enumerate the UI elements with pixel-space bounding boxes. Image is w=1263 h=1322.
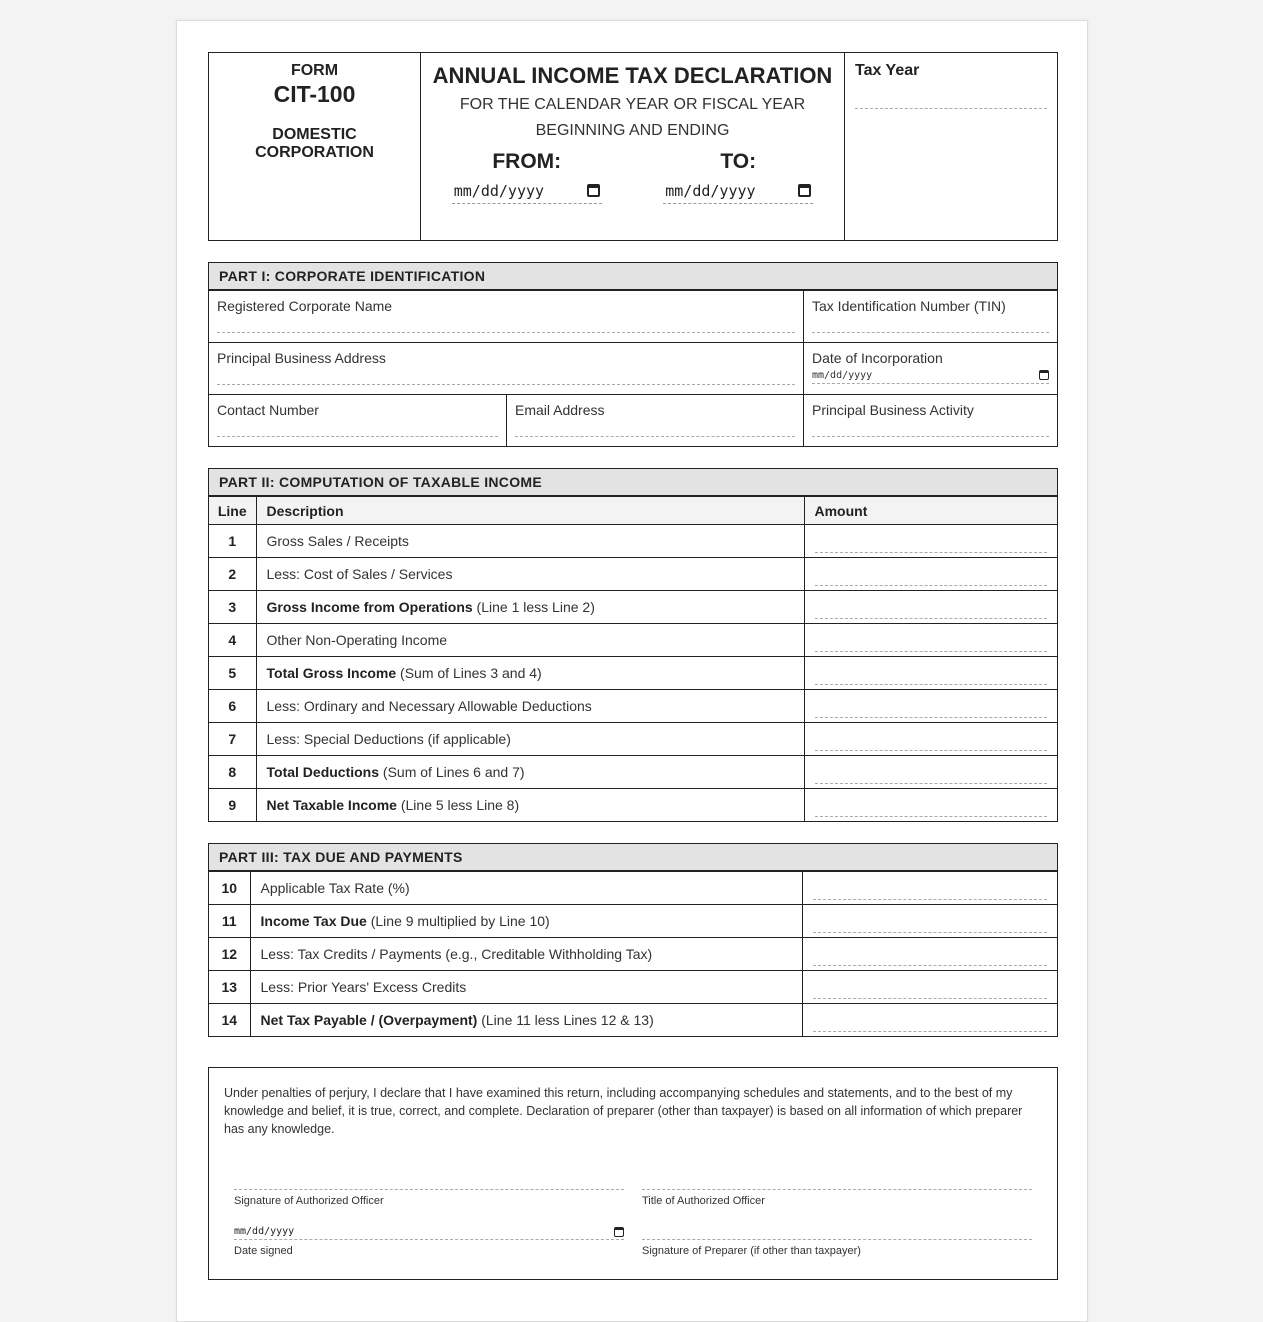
activity-input[interactable] [812, 420, 1049, 437]
table-row [209, 872, 1057, 905]
amount-cell [804, 690, 1057, 723]
line-description-text: Gross Sales / Receipts [266, 533, 409, 549]
line-description [250, 872, 802, 905]
tax-table [209, 872, 1057, 1036]
line-description-emphasis: Net Taxable Income [266, 797, 397, 813]
amount-input[interactable] [815, 769, 1048, 784]
tin-label: Tax Identification Number (TIN) [812, 298, 1006, 314]
calendar-icon[interactable] [798, 184, 811, 197]
line-number: 14 [209, 1004, 250, 1037]
part2-section [208, 468, 1058, 822]
address-cell [209, 343, 803, 394]
amount-cell [804, 525, 1057, 558]
calendar-icon[interactable] [614, 1227, 624, 1237]
officer-signature [234, 1179, 624, 1207]
signature-row [224, 1179, 1042, 1207]
table-row [209, 756, 1057, 789]
contact-cell [209, 395, 506, 446]
amount-cell [804, 624, 1057, 657]
preparer-signature [642, 1224, 1032, 1257]
preparer-signature-input[interactable] [642, 1224, 1032, 1240]
col-amount-header: Amount [804, 497, 1057, 525]
amount-cell [802, 971, 1057, 1004]
line-description-text: (Line 1 less Line 2) [472, 599, 595, 615]
line-description-text: Less: Tax Credits / Payments (e.g., Creditable Withholding Tax) [260, 946, 653, 962]
line-number: 7 [209, 723, 256, 756]
date-signed-input[interactable] [234, 1224, 624, 1240]
amount-input[interactable] [815, 604, 1048, 619]
amount-input[interactable] [815, 538, 1048, 553]
form-id-block [209, 53, 421, 240]
officer-title-input[interactable] [642, 1179, 1032, 1190]
line-description [256, 657, 804, 690]
line-description [256, 558, 804, 591]
table-header-row [209, 497, 1057, 525]
amount-input[interactable] [815, 802, 1048, 817]
line-description [256, 756, 804, 789]
table-row [209, 971, 1057, 1004]
part3-title: PART III: TAX DUE AND PAYMENTS [209, 844, 1057, 872]
line-description [256, 723, 804, 756]
table-row [209, 624, 1057, 657]
line-number: 12 [209, 938, 250, 971]
line-description-text: (Sum of Lines 3 and 4) [396, 665, 542, 681]
line-description [256, 624, 804, 657]
line-description [250, 971, 802, 1004]
form-inner [208, 52, 1058, 1280]
line-description-emphasis: Total Gross Income [266, 665, 397, 681]
line-number: 1 [209, 525, 256, 558]
line-number: 5 [209, 657, 256, 690]
amount-cell [804, 591, 1057, 624]
amount-cell [802, 1004, 1057, 1037]
line-description-text: Less: Ordinary and Necessary Allowable Deductions [266, 698, 592, 714]
declaration-box [208, 1067, 1058, 1280]
col-description-header: Description [256, 497, 804, 525]
table-row [209, 525, 1057, 558]
line-description-text: Less: Prior Years' Excess Credits [260, 979, 467, 995]
amount-input[interactable] [813, 984, 1048, 999]
part1-section [208, 262, 1058, 447]
amount-cell [804, 789, 1057, 822]
line-description [256, 525, 804, 558]
amount-input[interactable] [815, 703, 1048, 718]
form-label: FORM [290, 62, 339, 79]
period-from [452, 151, 602, 204]
line-number: 2 [209, 558, 256, 591]
to-label: TO: [720, 150, 757, 173]
amount-cell [804, 756, 1057, 789]
period-range [421, 151, 844, 204]
line-number: 3 [209, 591, 256, 624]
amount-input[interactable] [813, 1017, 1048, 1032]
incorporation-label: Date of Incorporation [812, 350, 943, 366]
form-number: CIT-100 [273, 81, 356, 107]
table-row [209, 657, 1057, 690]
line-number: 13 [209, 971, 250, 1004]
incorporation-placeholder: mm/dd/yyyy [812, 369, 873, 381]
registered-name-cell [209, 291, 803, 342]
part2-title: PART II: COMPUTATION OF TAXABLE INCOME [209, 469, 1057, 497]
line-number: 6 [209, 690, 256, 723]
line-description-text: Less: Special Deductions (if applicable) [266, 731, 511, 747]
incorporation-date-input[interactable] [812, 367, 1049, 384]
table-row [209, 905, 1057, 938]
line-description [250, 1004, 802, 1037]
officer-signature-input[interactable] [234, 1179, 624, 1190]
officer-title [642, 1179, 1032, 1207]
contact-input[interactable] [217, 420, 498, 437]
date-signed-caption: Date signed [234, 1245, 293, 1257]
activity-label: Principal Business Activity [812, 402, 974, 418]
line-description-text: Less: Cost of Sales / Services [266, 566, 453, 582]
line-number: 4 [209, 624, 256, 657]
from-date-input[interactable] [452, 178, 602, 204]
line-number: 9 [209, 789, 256, 822]
form-type: DOMESTIC CORPORATION [255, 126, 374, 161]
line-number: 8 [209, 756, 256, 789]
address-label: Principal Business Address [217, 350, 386, 366]
form-title: ANNUAL INCOME TAX DECLARATION [432, 63, 833, 88]
email-input[interactable] [515, 420, 795, 437]
line-description-text: Other Non-Operating Income [266, 632, 448, 648]
amount-cell [802, 905, 1057, 938]
line-number: 11 [209, 905, 250, 938]
table-row [209, 789, 1057, 822]
officer-title-caption: Title of Authorized Officer [642, 1195, 765, 1207]
amount-cell [804, 657, 1057, 690]
amount-cell [802, 872, 1057, 905]
tin-input[interactable] [812, 316, 1049, 333]
line-description-text: Applicable Tax Rate (%) [260, 880, 410, 896]
date-signed [234, 1224, 624, 1257]
line-description [256, 591, 804, 624]
registered-name-label: Registered Corporate Name [217, 298, 393, 314]
amount-cell [804, 723, 1057, 756]
registered-name-input[interactable] [217, 316, 795, 333]
line-description-text: (Sum of Lines 6 and 7) [379, 764, 525, 780]
line-description-emphasis: Income Tax Due [260, 913, 367, 929]
part1-row [209, 291, 1057, 342]
line-description-emphasis: Net Tax Payable / (Overpayment) [260, 1012, 478, 1028]
form-header [208, 52, 1058, 241]
table-row [209, 690, 1057, 723]
signature-row [224, 1224, 1042, 1257]
amount-input[interactable] [815, 736, 1048, 751]
col-line-header: Line [209, 497, 256, 525]
calendar-icon[interactable] [587, 184, 600, 197]
line-description-text: (Line 5 less Line 8) [396, 797, 520, 813]
to-date-input[interactable] [663, 178, 813, 204]
form-page [176, 20, 1088, 1322]
amount-input[interactable] [813, 885, 1048, 900]
table-row [209, 938, 1057, 971]
amount-cell [802, 938, 1057, 971]
amount-input[interactable] [815, 637, 1048, 652]
line-description-emphasis: Gross Income from Operations [266, 599, 473, 615]
part1-title: PART I: CORPORATE IDENTIFICATION [209, 263, 1057, 291]
activity-cell [803, 395, 1057, 446]
tin-cell [803, 291, 1057, 342]
email-label: Email Address [515, 402, 605, 418]
table-row [209, 1004, 1057, 1037]
tax-year-input[interactable] [855, 88, 1047, 109]
from-date-placeholder: mm/dd/yyyy [453, 181, 545, 200]
calendar-icon[interactable] [1039, 370, 1049, 380]
to-date-placeholder: mm/dd/yyyy [665, 181, 756, 200]
declaration-text: Under penalties of perjury, I declare that I have examined this return, including accompanying schedules and statements, and to the best of my knowledge and belief, it is true, correct, and complete. Declaration of preparer (other than taxpayer) is based on all information of which preparer has any knowledge. [224, 1086, 1023, 1136]
amount-input[interactable] [815, 571, 1048, 586]
part1-row [209, 394, 1057, 446]
date-signed-placeholder: mm/dd/yyyy [234, 1226, 295, 1237]
line-description [250, 938, 802, 971]
from-label: FROM: [492, 150, 562, 173]
amount-input[interactable] [813, 918, 1048, 933]
form-title-block [421, 53, 845, 240]
amount-input[interactable] [813, 951, 1048, 966]
table-row [209, 591, 1057, 624]
amount-input[interactable] [815, 670, 1048, 685]
officer-signature-caption: Signature of Authorized Officer [234, 1195, 384, 1207]
line-description-text: (Line 11 less Lines 12 & 13) [477, 1012, 654, 1028]
table-row [209, 558, 1057, 591]
line-number: 10 [209, 872, 250, 905]
tax-year-label: Tax Year [855, 62, 920, 79]
incorporation-cell [803, 343, 1057, 394]
line-description-emphasis: Total Deductions [266, 764, 380, 780]
preparer-signature-caption: Signature of Preparer (if other than taxpayer) [642, 1245, 861, 1257]
period-to [663, 151, 813, 204]
address-input[interactable] [217, 368, 795, 385]
line-description [250, 905, 802, 938]
amount-cell [804, 558, 1057, 591]
email-cell [506, 395, 803, 446]
form-subtitle: FOR THE CALENDAR YEAR OR FISCAL YEAR BEGINNING AND ENDING [459, 96, 806, 139]
line-description-text: (Line 9 multiplied by Line 10) [366, 913, 550, 929]
part1-row [209, 342, 1057, 394]
income-table [209, 497, 1057, 821]
tax-year-block [845, 53, 1057, 240]
part3-section [208, 843, 1058, 1037]
contact-label: Contact Number [217, 402, 319, 418]
line-description [256, 690, 804, 723]
table-row [209, 723, 1057, 756]
line-description [256, 789, 804, 822]
